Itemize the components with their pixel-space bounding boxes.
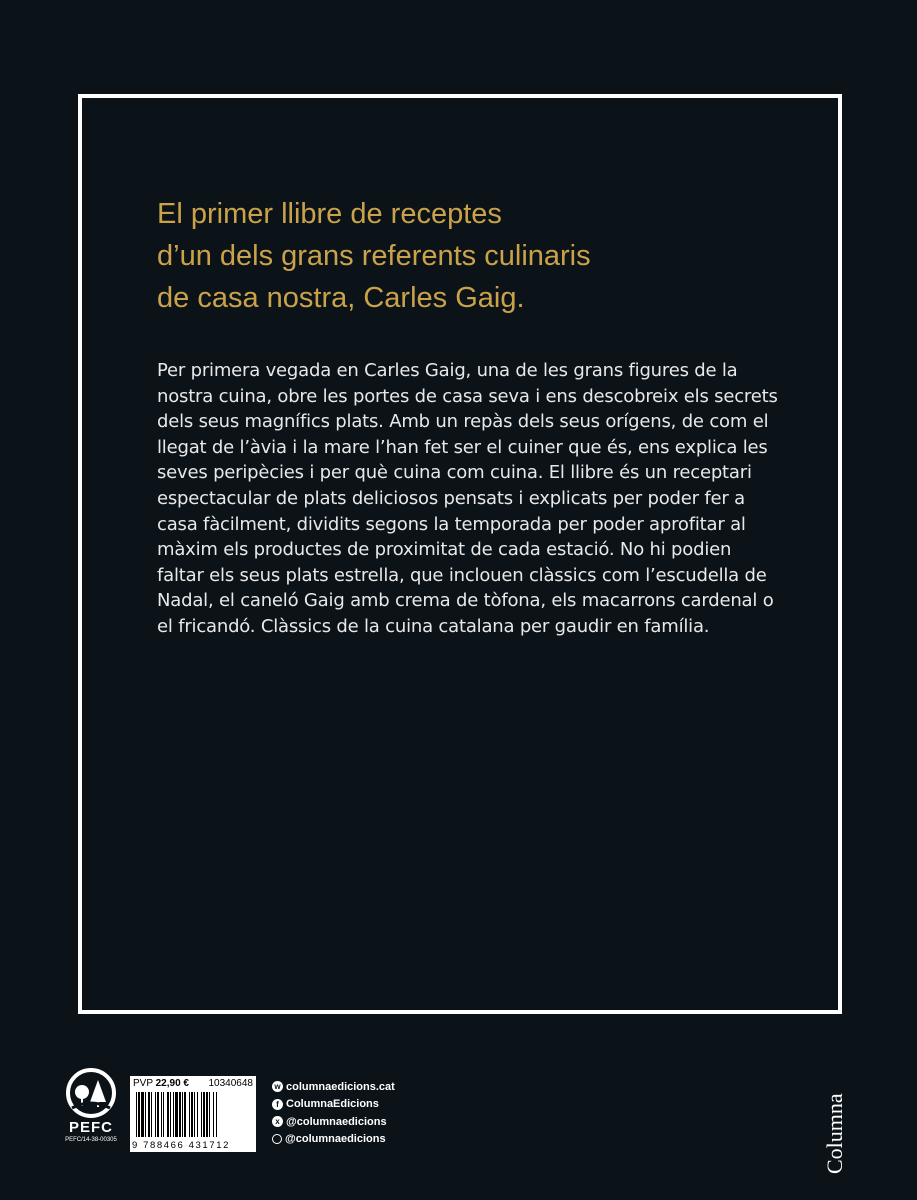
description-line: dels seus magnífics plats. Amb un repàs dels seus orígens, de com el: [157, 411, 769, 433]
description-line: espectacular de plats deliciosos pensats i explicats per poder fer a: [157, 487, 745, 509]
description-line: màxim els productes de proximitat de cada estació. No hi podien: [157, 539, 732, 561]
barcode-label: [130, 1076, 256, 1152]
social-instagram[interactable]: [272, 1131, 395, 1149]
tagline: El primer llibre de receptes d’un dels grans referents culinaris de casa nostra, Carles Gaig.: [157, 198, 591, 314]
social-facebook[interactable]: [272, 1096, 395, 1114]
product-code: 10340648: [208, 1078, 253, 1089]
description: [157, 358, 777, 640]
web-icon: w: [272, 1081, 283, 1092]
social-x[interactable]: [272, 1113, 395, 1131]
social-web-text: columnaedicions.cat: [286, 1080, 395, 1093]
social-links: [272, 1078, 395, 1148]
pefc-logo: [56, 1068, 126, 1158]
publisher-logo: Columna: [822, 1093, 847, 1174]
description-line: Nadal, el caneló Gaig amb crema de tòfona, els macarrons cardenal o: [157, 590, 774, 612]
pefc-trees-icon: [66, 1068, 116, 1118]
social-instagram-text: @columnaedicions: [285, 1133, 386, 1146]
facebook-icon: f: [272, 1099, 283, 1110]
instagram-icon: [272, 1134, 282, 1144]
social-facebook-text: ColumnaEdicions: [286, 1098, 379, 1111]
description-line: nostra cuina, obre les portes de casa seva i ens descobreix els secrets: [157, 385, 778, 407]
pvp-label: PVP: [133, 1078, 153, 1089]
price: 22,90 €: [155, 1078, 189, 1089]
description-line: seves peripècies i per què cuina com cuina. El llibre és un receptari: [157, 462, 752, 484]
description-line: el fricandó. Clàssics de la cuina catalana per gaudir en família.: [157, 615, 710, 637]
social-x-text: @columnaedicions: [286, 1115, 387, 1128]
pefc-label: PEFC: [68, 1119, 113, 1136]
isbn-number: 9 788466 431712: [132, 1140, 230, 1151]
social-web[interactable]: [272, 1078, 395, 1096]
barcode-icon: [136, 1092, 250, 1137]
description-line: faltar els seus plats estrella, que inclouen clàssics com l’escudella de: [157, 564, 767, 586]
description-line: llegat de l’àvia i la mare l’han fet ser el cuiner que és, ens explica les: [157, 436, 768, 458]
pefc-code: PEFC/14-38-00305: [65, 1137, 117, 1143]
description-line: Per primera vegada en Carles Gaig, una de les grans figures de la: [157, 360, 738, 381]
description-line: casa fàcilment, dividits segons la temporada per poder aprofitar al: [157, 513, 746, 535]
x-icon: x: [272, 1116, 283, 1127]
